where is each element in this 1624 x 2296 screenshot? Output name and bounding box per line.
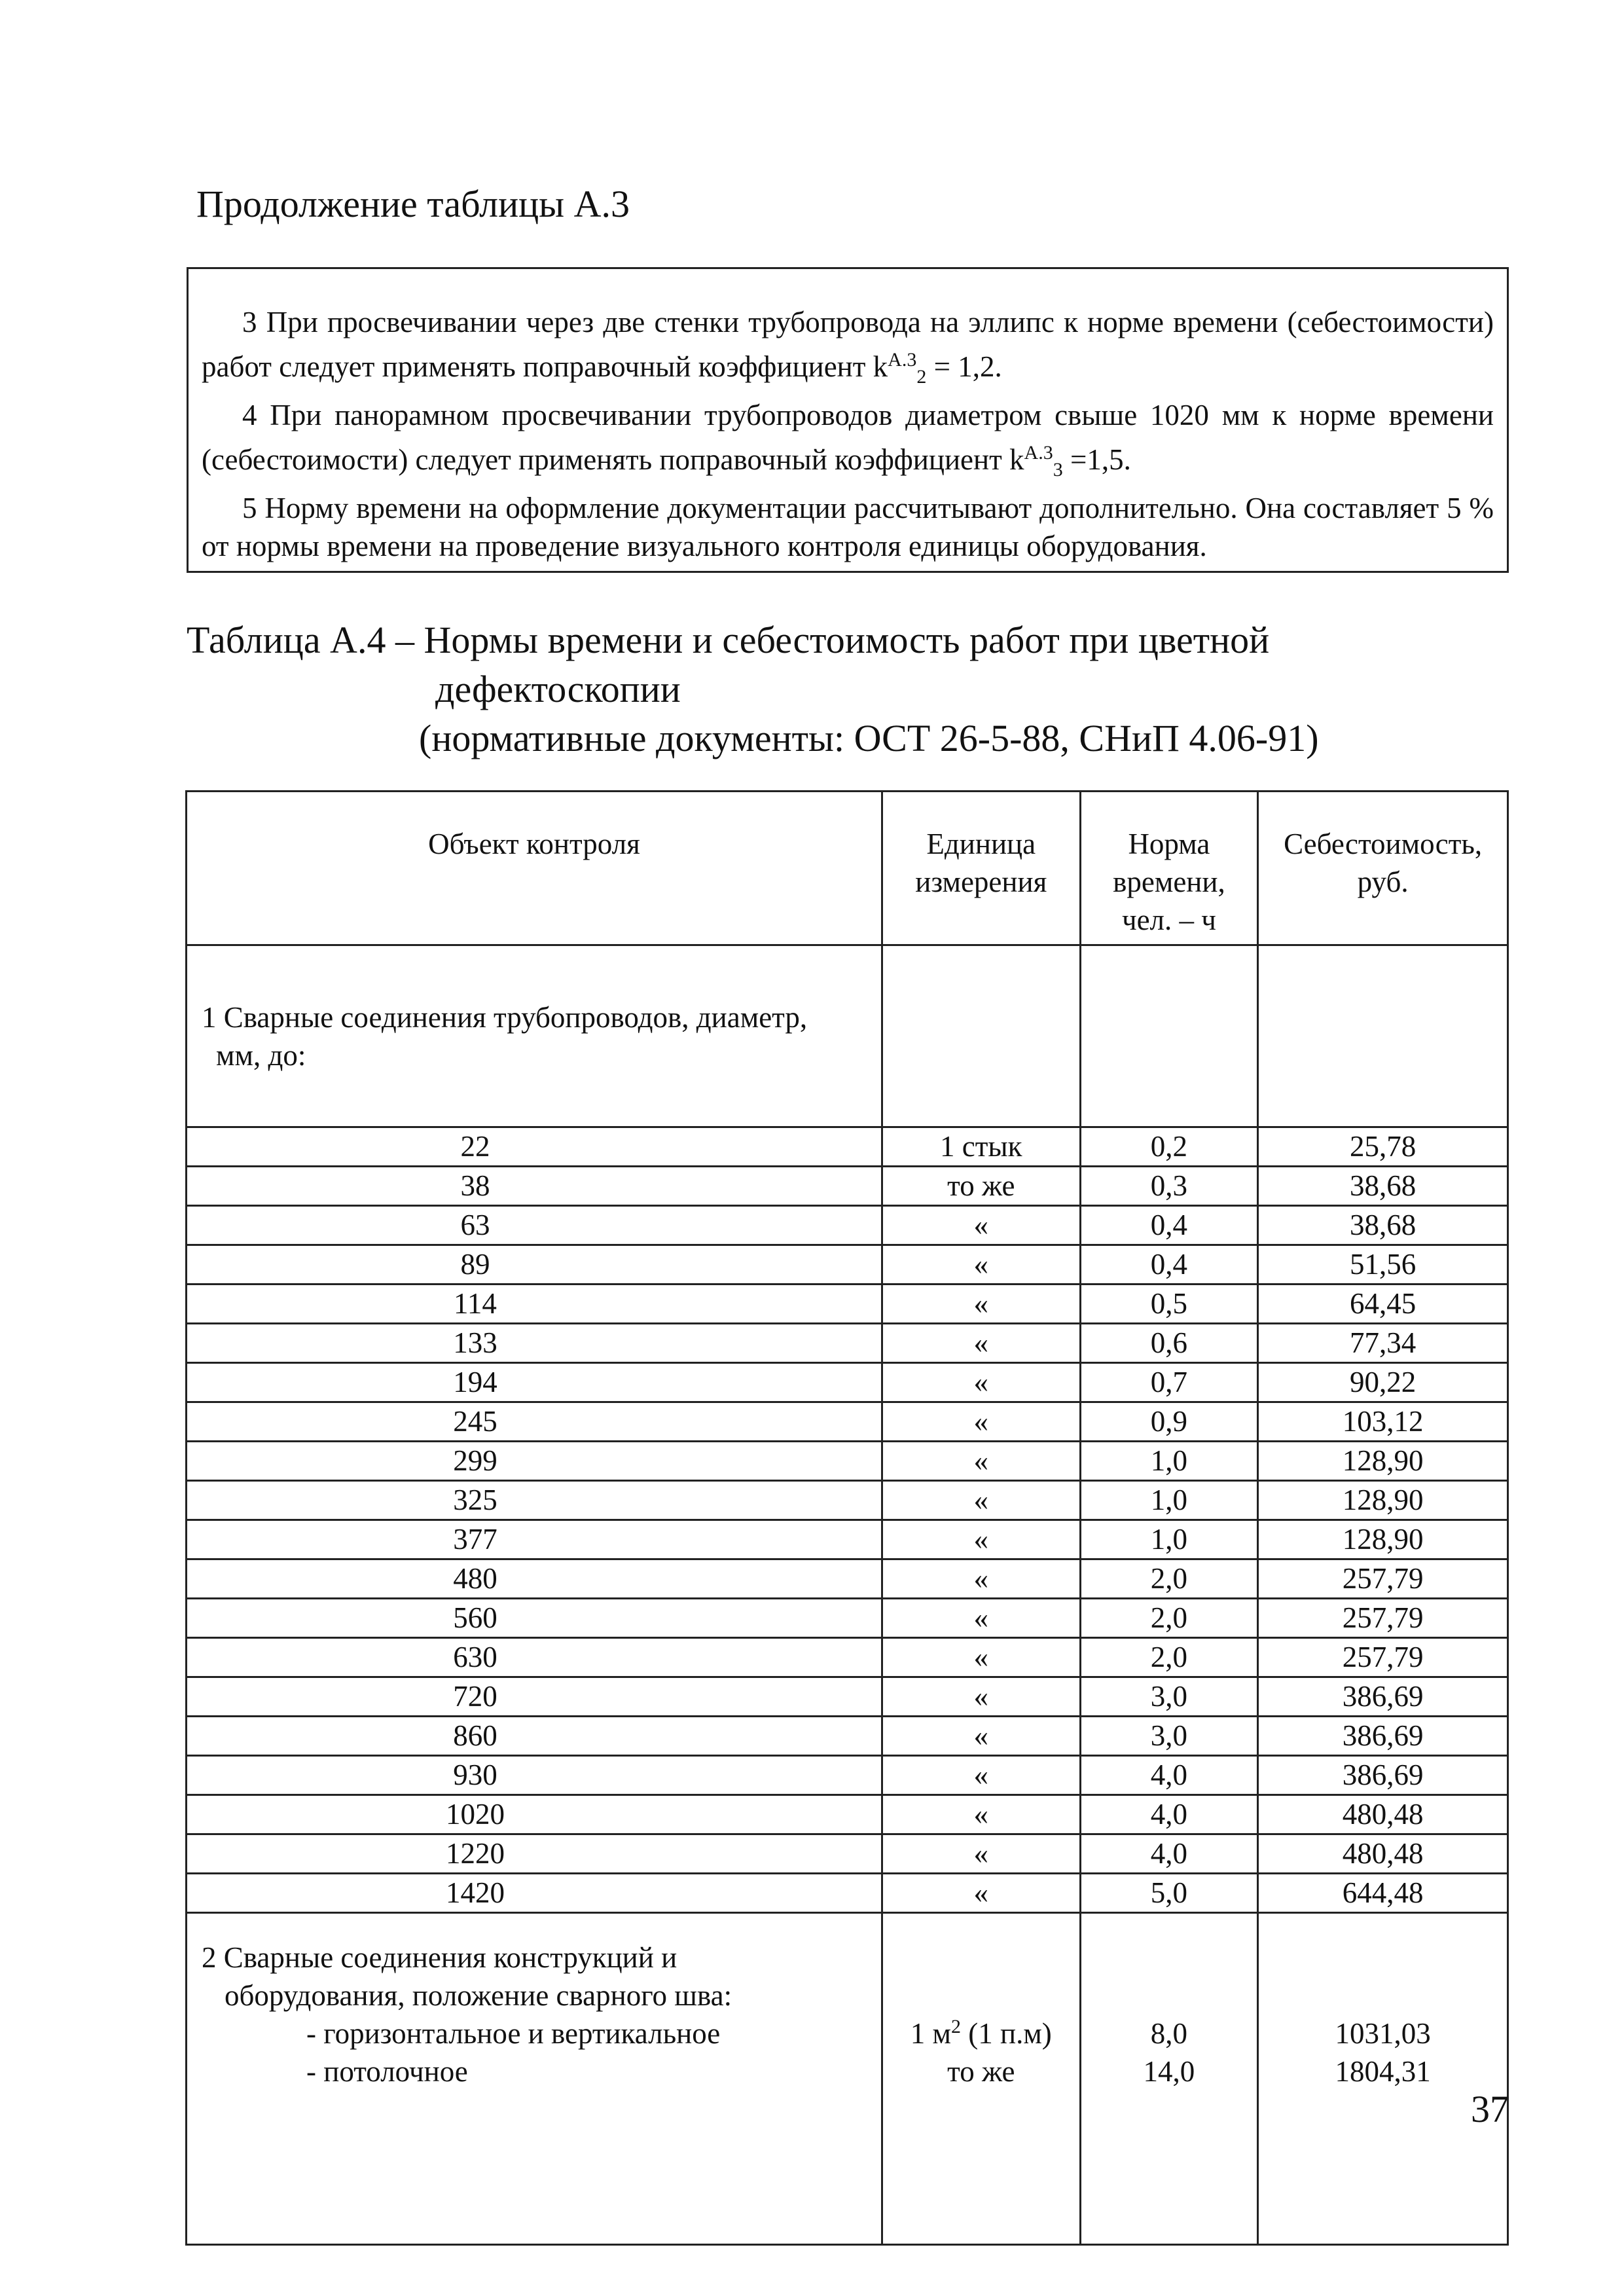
unit-cell: « (882, 1834, 1080, 1874)
table-row (187, 1717, 1508, 1756)
norms-table (185, 790, 1509, 2246)
cost-cell: 386,69 (1258, 1756, 1508, 1795)
diameter-cell: 63 (187, 1206, 882, 1245)
diameter-cell: 1420 (187, 1874, 882, 1913)
cost-cell: 644,48 (1258, 1874, 1508, 1913)
unit-cell: « (882, 1363, 1080, 1402)
section-2-row (187, 1913, 1508, 2245)
section-2-unit: 1 $м^2$ (1 п.м) то же (882, 1913, 1080, 2245)
note-4: 4 При панорамном просвечивании трубопроводов диаметром свыше 1020 мм к норме времени (себестоимости) следует применять поправочный коэффициент $k^{А.3}_3 =1,5$. (202, 399, 1494, 481)
unit-cell: то же (882, 1167, 1080, 1206)
norm-cell: 0,2 (1080, 1127, 1258, 1167)
diameter-cell: 299 (187, 1442, 882, 1481)
unit-cell: « (882, 1756, 1080, 1795)
unit-cell: « (882, 1481, 1080, 1520)
diameter-cell: 245 (187, 1402, 882, 1442)
cost-cell: 386,69 (1258, 1677, 1508, 1717)
diameter-cell: 860 (187, 1717, 882, 1756)
cost-cell: 77,34 (1258, 1324, 1508, 1363)
norm-cell: 1,0 (1080, 1481, 1258, 1520)
table-row (187, 1874, 1508, 1913)
norm-cell: 1,0 (1080, 1520, 1258, 1559)
norm-cell: 0,9 (1080, 1402, 1258, 1442)
cost-cell: 257,79 (1258, 1559, 1508, 1599)
unit-cell: « (882, 1402, 1080, 1442)
diameter-cell: 630 (187, 1638, 882, 1677)
table-row (187, 1677, 1508, 1717)
table-a4-title (187, 615, 1319, 763)
norm-cell: 4,0 (1080, 1756, 1258, 1795)
section-2-cost: 1031,03 1804,31 (1258, 1913, 1508, 2245)
diameter-cell: 720 (187, 1677, 882, 1717)
table-row (187, 1402, 1508, 1442)
norm-cell: 0,6 (1080, 1324, 1258, 1363)
table-row (187, 1442, 1508, 1481)
table-title-line-1: Таблица А.4 – Нормы времени и себестоимость работ при цветной (187, 619, 1270, 661)
norm-cell: 4,0 (1080, 1834, 1258, 1874)
norm-cell: 2,0 (1080, 1599, 1258, 1638)
header-object: Объект контроля (187, 792, 882, 945)
unit-cell: « (882, 1599, 1080, 1638)
table-row (187, 1599, 1508, 1638)
diameter-cell: 1020 (187, 1795, 882, 1834)
header-row (187, 792, 1508, 945)
table-row (187, 1127, 1508, 1167)
diameter-cell: 325 (187, 1481, 882, 1520)
norm-cell: 0,3 (1080, 1167, 1258, 1206)
norm-cell: 0,7 (1080, 1363, 1258, 1402)
section-1-row (187, 945, 1508, 1127)
note-5: 5 Норму времени на оформление документации рассчитывают дополнительно. Она составляет 5 % от нормы времени на проведение визуального контроля единицы оборудования. (202, 492, 1494, 562)
table-title-line-3: (нормативные документы: ОСТ 26-5-88, СНиП 4.06-91) (419, 717, 1319, 759)
section-2-norm: 8,0 14,0 (1080, 1913, 1258, 2245)
table-row (187, 1795, 1508, 1834)
norm-cell: 2,0 (1080, 1638, 1258, 1677)
section-2-label: 2 Сварные соединения конструкций и оборудования, положение сварного шва: - горизонтальное и вертикальное - потолочное (187, 1913, 882, 2245)
note-3: 3 При просвечивании через две стенки трубопровода на эллипс к норме времени (себестоимости) работ следует применять поправочный коэффициент $k^{А.3}_2 = 1,2$. (202, 306, 1494, 388)
cost-cell: 64,45 (1258, 1285, 1508, 1324)
diameter-cell: 38 (187, 1167, 882, 1206)
continuation-title: Продолжение таблицы А.3 (196, 183, 630, 225)
header-unit: Единица измерения (882, 792, 1080, 945)
cost-cell: 51,56 (1258, 1245, 1508, 1285)
section-1-label: 1 Сварные соединения трубопроводов, диаметр, мм, до: (187, 945, 882, 1127)
cost-cell: 257,79 (1258, 1638, 1508, 1677)
norm-cell: 4,0 (1080, 1795, 1258, 1834)
unit-cell: « (882, 1520, 1080, 1559)
norm-cell: 0,5 (1080, 1285, 1258, 1324)
header-norm: Норма времени, чел. – ч (1080, 792, 1258, 945)
norm-cell: 0,4 (1080, 1206, 1258, 1245)
diameter-cell: 22 (187, 1127, 882, 1167)
unit-cell: « (882, 1206, 1080, 1245)
cost-cell: 38,68 (1258, 1206, 1508, 1245)
unit-cell: 1 стык (882, 1127, 1080, 1167)
cost-cell: 257,79 (1258, 1599, 1508, 1638)
diameter-cell: 377 (187, 1520, 882, 1559)
norm-cell: 2,0 (1080, 1559, 1258, 1599)
unit-cell: « (882, 1874, 1080, 1913)
table-row (187, 1363, 1508, 1402)
norm-cell: 5,0 (1080, 1874, 1258, 1913)
table-row (187, 1481, 1508, 1520)
table-row (187, 1285, 1508, 1324)
norm-cell: 3,0 (1080, 1717, 1258, 1756)
diameter-cell: 194 (187, 1363, 882, 1402)
table-row (187, 1167, 1508, 1206)
diameter-cell: 930 (187, 1756, 882, 1795)
unit-cell: « (882, 1324, 1080, 1363)
unit-cell: « (882, 1638, 1080, 1677)
table-row (187, 1834, 1508, 1874)
table-row (187, 1324, 1508, 1363)
table-row (187, 1756, 1508, 1795)
unit-cell: « (882, 1677, 1080, 1717)
diameter-cell: 89 (187, 1245, 882, 1285)
cost-cell: 103,12 (1258, 1402, 1508, 1442)
table-row (187, 1206, 1508, 1245)
diameter-cell: 1220 (187, 1834, 882, 1874)
cost-cell: 480,48 (1258, 1795, 1508, 1834)
unit-cell: « (882, 1245, 1080, 1285)
cost-cell: 128,90 (1258, 1442, 1508, 1481)
norm-cell: 1,0 (1080, 1442, 1258, 1481)
table-row (187, 1245, 1508, 1285)
table-row (187, 1638, 1508, 1677)
norm-cell: 3,0 (1080, 1677, 1258, 1717)
cost-cell: 128,90 (1258, 1520, 1508, 1559)
cost-cell: 128,90 (1258, 1481, 1508, 1520)
notes-box (187, 267, 1509, 573)
cost-cell: 90,22 (1258, 1363, 1508, 1402)
norm-cell: 0,4 (1080, 1245, 1258, 1285)
unit-cell: « (882, 1717, 1080, 1756)
diameter-cell: 114 (187, 1285, 882, 1324)
diameter-cell: 560 (187, 1599, 882, 1638)
cost-cell: 25,78 (1258, 1127, 1508, 1167)
cost-cell: 386,69 (1258, 1717, 1508, 1756)
unit-cell: « (882, 1559, 1080, 1599)
unit-cell: « (882, 1285, 1080, 1324)
diameter-cell: 133 (187, 1324, 882, 1363)
table-title-line-2: дефектоскопии (435, 668, 681, 710)
cost-cell: 38,68 (1258, 1167, 1508, 1206)
unit-cell: « (882, 1795, 1080, 1834)
table-row (187, 1520, 1508, 1559)
unit-cell: « (882, 1442, 1080, 1481)
header-cost: Себестоимость, руб. (1258, 792, 1508, 945)
table-row (187, 1559, 1508, 1599)
page-number: 37 (1471, 2088, 1509, 2130)
cost-cell: 480,48 (1258, 1834, 1508, 1874)
diameter-cell: 480 (187, 1559, 882, 1599)
